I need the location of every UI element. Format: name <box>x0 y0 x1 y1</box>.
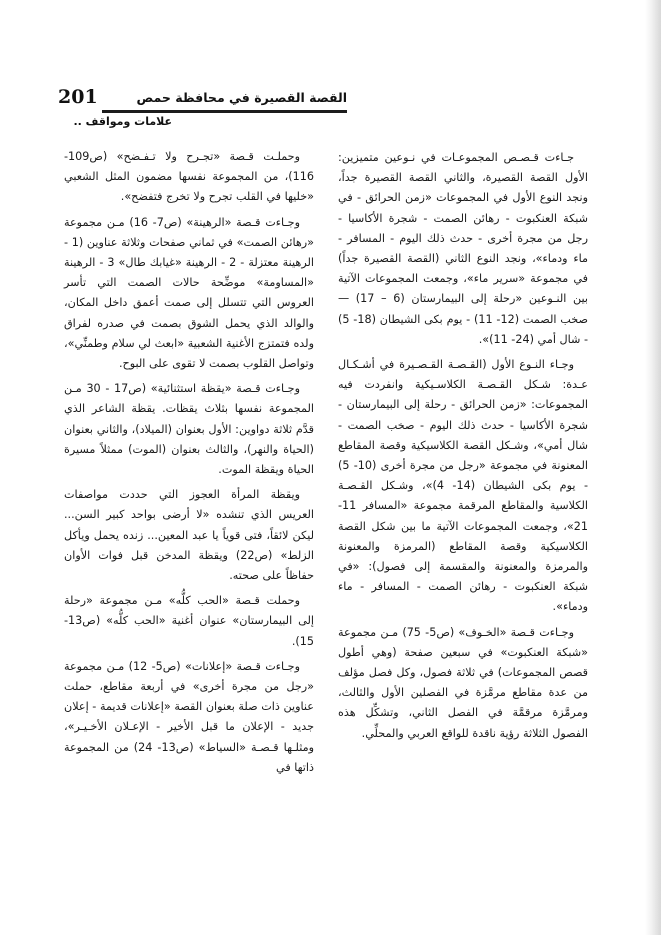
paragraph: وجـاءت قـصة «الرهينة» (ص7- 16) مـن مجموعة «رهائن الصمت» في ثماني صفحات وثلاثة عناوين (1 - الرهينة معتزلة - 2 - الرهينة «غيابك طال» 3 - الرهينة «المساومة» موضِّحة حالات الصمت التي تأسر العروس التي تتسلل إلى صمت أعمق داخل المكان، والوالد الذي يحمل الشوق بصمت في صدره لفراق ولده فتمتزج الأغنية الشعبية «ابعث لي سلام وطمنِّي»، وتواصل القلوب بصمت لا تقوى على البوح. <box>64 215 315 371</box>
page-edge-shadow <box>645 0 661 935</box>
page-header <box>58 86 598 126</box>
paragraph: ويقظة المرأة العجوز التي حددت مواصفات العريس الذي تنشده «لا أرضى بواحد كبير السن... ليكن لائقاً، فتى قوياً يا عبد المعين... زنده يحمل ويأكل الزلط» (ص22) ويقظة المدخن قبل فوات الأوان حفاظاً على صحته. <box>64 488 315 583</box>
paragraph: وجـاءت قـصة «يقظة استثنائية» (ص17 - 30 مـن المجموعة نفسها بثلاث يقظات. يقظة الشاعر الذي قدَّم ثلاثة دواوين: الأول بعنوان (الميلاد)، والثاني بعنوان (الحياة والنهر)، والثالث بعنوان (الموت) ممثلاً مسيرة الحياة ويقظة الموت. <box>64 382 314 477</box>
paragraph: وجـاءت قـصة «إعلانات» (ص5- 12) مـن مجموعة «رجل من مجرة أخرى» في أربعة مقاطع، حملت عناوين ذات صلة بعنوان القصة «إعلانات قديمة - إعلان جديد - الإعلان ما قبل الأخير - الإعـلان الأخـيـر»، ومثلـها قـصـة «السياط» (ص13- 24) من المجموعة ذاتها في <box>64 659 314 774</box>
column-right <box>338 148 588 749</box>
section-label: علامات ومواقف .. <box>73 115 172 128</box>
column-left <box>64 147 314 783</box>
running-title: القصة القصيرة في محافظة حمص <box>136 90 347 105</box>
paragraph: جـاءت قـصـص المجموعـات في نـوعين متميزين: الأول القصة القصيرة، والثاني القصة القصيرة جداً، ونجد النوع الأول في المجموعات «زمن الحرائق - في شبكة العنكبوت - رهائن الصمت - شجرة الأكاسيا - رجل من مجرة أخرى - حدث ذلك اليوم - المسافر - ماء ودماء»، ونجد النوع الثاني (القصة القصيرة جداً) في مجموعة «سرير ماء»، وجمعت المجموعات الآتية بين النـوعين «رحلة إلى البيمارستان (6 – 17) — صخب الصمت (12- 11) - يوم بكى الشيطان (18- 5) - شال أمي (24- 11)». <box>338 151 589 346</box>
paragraph: وحملت قـصة «الحب كلُّه» مـن مجموعة «رحلة إلى البيمارستان» عنوان أغنية «الحب كلُّه» (ص13- 15). <box>64 594 314 648</box>
header-rule <box>102 110 347 113</box>
paragraph: وجـاء النـوع الأول (القـصـة القـصـيرة في أشـكـال عـدة: شـكل القـصـة الكلاسـيكية وانفردت فيه المجموعات: «زمن الحرائق - رحلة إلى البيمارستان - شجرة الأكاسيا - حدث ذلك اليوم - صخب الصمت - شال أمي»، وشـكل القصة الكلاسيكية وقصة المقاطع المعنونة في مجموعة «رجل من مجرة أخرى (10- 5) - يوم بكى الشيطان (14- 4)»، وشـكل القـصـة الكلاسية والمقاطع المرقمة مجموعة «المسافر 11- 21»، وجمعت المجموعات الآتية ما بين شكل القصة الكلاسيكية وقصة المقاطع (المرمزة والمعنونة والمرمزة والمعنونة والمقسمة إلى فصول): «في شبكة العنكبوت - رهائن الصمت - المسافر - ماء ودماء». <box>338 358 589 614</box>
page-number: 201 <box>58 86 98 108</box>
paragraph: وجـاءت قـصة «الخـوف» (ص5- 75) مـن مجموعة «شبكة العنكبوت» في سبعين صفحة (وهي أطول قصص المجموعات) في ثلاثة فصول، وكل فصل مؤلف من عدة مقاطع مرمَّزة في الفصلين الأول والثالث، ومرمَّزة مرقمَّة في الفصل الثاني، وتشكِّل هذه الفصول الثلاثة رؤية ناقدة للواقع العربي والمحلِّي. <box>338 625 588 740</box>
paragraph: وحملـت قـصة «تجـرح ولا تـفـضح» (ص109- 116)، من المجموعة نفسها مضمون المثل الشعبي «خليها في القلب تجرح ولا تخرج فتفضح». <box>64 150 314 204</box>
